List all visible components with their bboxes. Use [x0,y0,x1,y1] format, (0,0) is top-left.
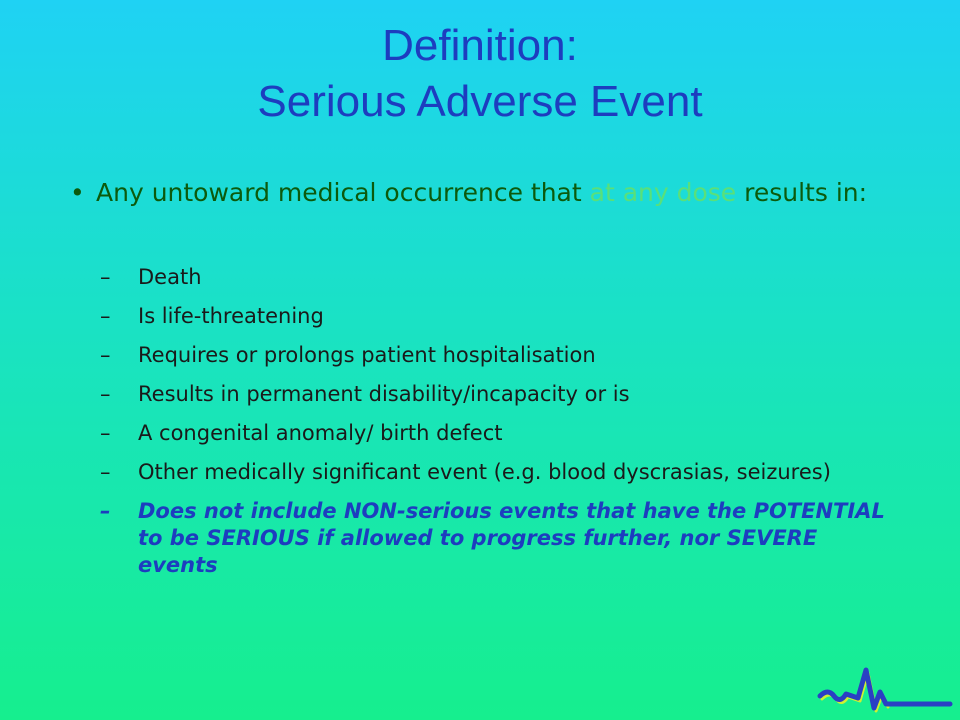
bullet-text-after: results in: [736,178,868,207]
sub-item-dash: – [100,265,111,289]
waveform-logo-icon [814,648,954,714]
bullet-highlight: at any dose [589,178,737,207]
main-bullet [70,176,900,209]
sub-item-dash: – [100,304,111,328]
sub-item-emphasis [100,498,900,579]
sub-item [100,342,900,369]
sub-item-dash: – [100,421,111,445]
sub-item [100,459,900,486]
sub-item-text: Requires or prolongs patient hospitalisation [138,343,596,367]
sub-item-dash: – [100,343,111,367]
bullet-marker: • [70,178,85,207]
title-line-1: Definition: [382,21,578,70]
sub-item-dash: – [100,382,111,406]
slide-title [0,18,960,130]
sub-item [100,303,900,330]
sub-item-text: Results in permanent disability/incapacity or is [138,382,630,406]
sub-item-text: Death [138,265,202,289]
sub-item-text: Does not include NON-serious events that have the POTENTIAL to be SERIOUS if allowed to progress further, nor SEVERE events [138,499,885,577]
sub-item [100,264,900,291]
main-bullet-text [96,176,900,209]
sub-item-text: A congenital anomaly/ birth defect [138,421,503,445]
sub-item-list [100,264,900,591]
sub-item [100,420,900,447]
bullet-text-before: Any untoward medical occurrence that [96,178,590,207]
sub-item-dash: – [100,460,111,484]
sub-item [100,381,900,408]
sub-item-dash: – [100,499,111,523]
sub-item-text: Other medically significant event (e.g. blood dyscrasias, seizures) [138,460,831,484]
title-line-2: Serious Adverse Event [257,77,703,126]
sub-item-text: Is life-threatening [138,304,324,328]
